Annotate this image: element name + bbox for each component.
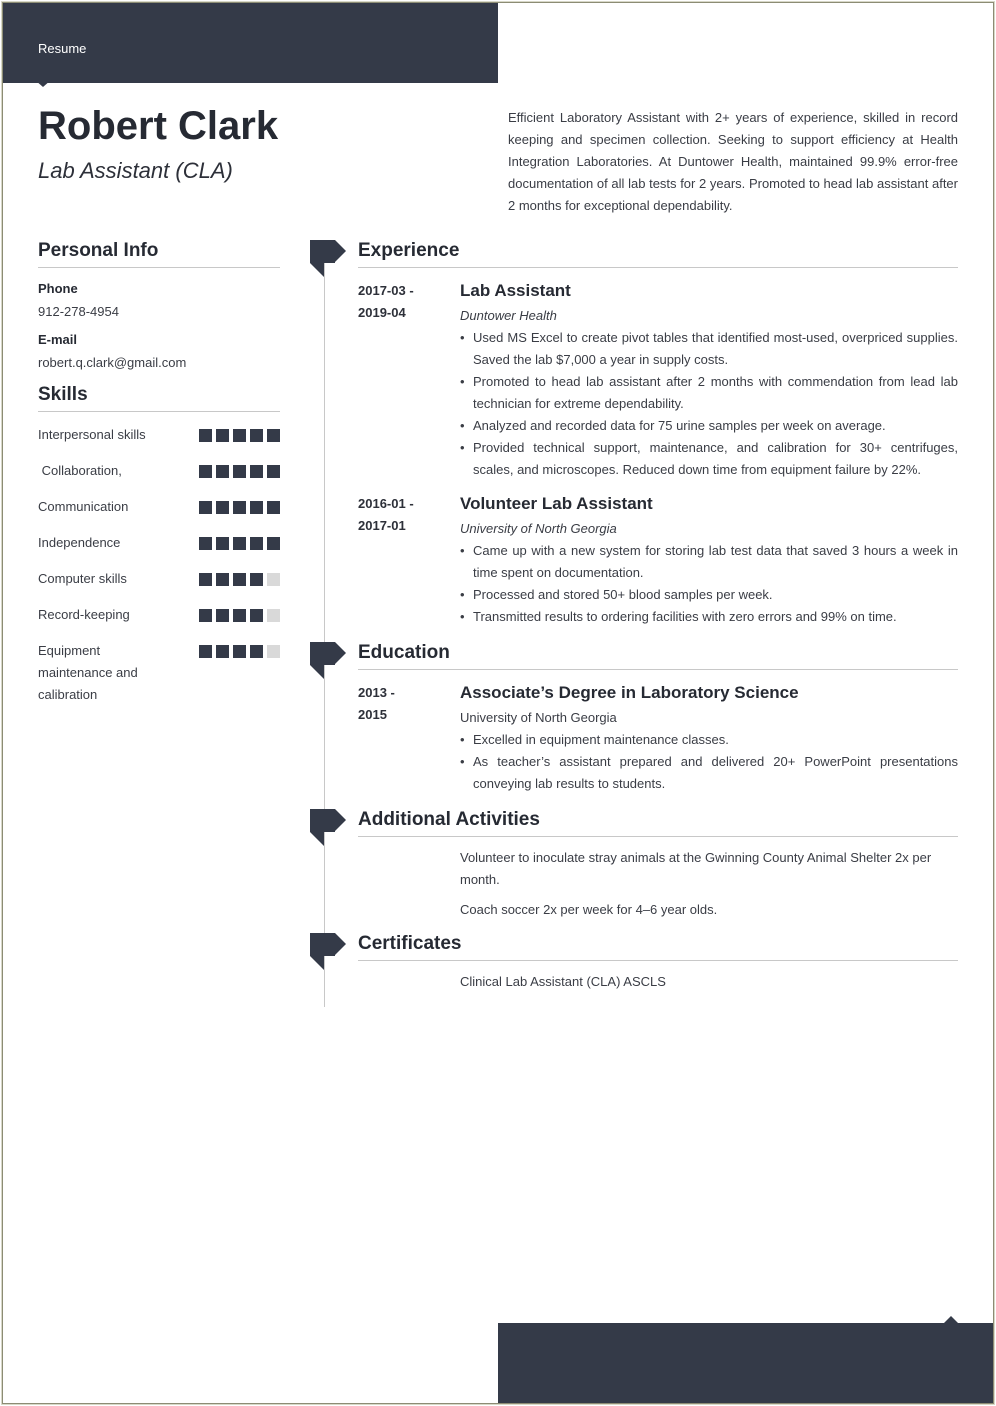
skill-name: Collaboration, xyxy=(38,463,122,478)
rating-filled-square xyxy=(216,609,229,622)
skill-row xyxy=(38,604,280,626)
rating-filled-square xyxy=(250,429,263,442)
email-value: robert.q.clark@gmail.com xyxy=(38,355,187,370)
rating-filled-square xyxy=(267,537,280,550)
rating-empty-square xyxy=(267,573,280,586)
candidate-name: Robert Clark xyxy=(38,104,279,148)
profile-summary: Efficient Laboratory Assistant with 2+ years of experience, skilled in record keeping and specimen collection. Seeking to support efficiency at Health Integration Laboratories. At Duntower Health, maintained 99.9% error-free documentation of all lab tests for 2 years. Promoted to head lab assistant after 2 months for exceptional dependability. xyxy=(508,110,958,213)
skills-heading: Skills xyxy=(38,384,280,412)
experience-entry xyxy=(358,493,958,628)
skill-name: Record-keeping xyxy=(38,607,130,622)
entry-organization: University of North Georgia xyxy=(460,521,617,536)
skill-name: Equipment maintenance and calibration xyxy=(38,643,142,702)
rating-filled-square xyxy=(250,465,263,478)
rating-filled-square xyxy=(216,429,229,442)
rating-filled-square xyxy=(250,537,263,550)
bottom-banner xyxy=(498,1323,993,1403)
section-flag-icon xyxy=(310,240,346,278)
skill-rating xyxy=(199,501,280,514)
skill-name: Independence xyxy=(38,535,121,550)
rating-filled-square xyxy=(250,609,263,622)
list-item: • Processed and stored 50+ blood samples per week. xyxy=(460,584,958,606)
rating-filled-square xyxy=(199,645,212,658)
list-item: • Transmitted results to ordering facilities with zero errors and 99% on time. xyxy=(460,606,958,628)
top-banner-notch xyxy=(35,80,51,87)
entry-date: 2017-03 - 2019-04 xyxy=(358,283,414,320)
experience-heading: Experience xyxy=(358,240,958,268)
left-column xyxy=(38,240,280,720)
skill-rating xyxy=(199,465,280,478)
section-flag-icon xyxy=(310,933,346,971)
top-banner xyxy=(3,3,498,83)
certificate-item: Clinical Lab Assistant (CLA) ASCLS xyxy=(460,974,666,989)
rating-empty-square xyxy=(267,609,280,622)
list-item: • Excelled in equipment maintenance classes. xyxy=(460,729,958,751)
email-label: E-mail xyxy=(38,332,78,347)
skill-list xyxy=(38,424,280,706)
rating-filled-square xyxy=(267,429,280,442)
list-item: • Came up with a new system for storing lab test data that saved 3 hours a week in time spent on documentation. xyxy=(460,540,958,584)
rating-filled-square xyxy=(233,573,246,586)
resume-label: Resume xyxy=(38,41,87,56)
skill-rating xyxy=(199,429,280,442)
skill-row xyxy=(38,532,280,554)
bullet-list xyxy=(460,729,958,795)
experience-section xyxy=(310,240,958,628)
personal-info-heading: Personal Info xyxy=(38,240,280,268)
list-item: • Provided technical support, maintenance, and calibration for 30+ centrifuges, scales, and microscopes. Reduced down time from equipment failure by 22%. xyxy=(460,437,958,481)
list-item: • Promoted to head lab assistant after 2 months with commendation from lead lab technician for extreme dependability. xyxy=(460,371,958,415)
bullet-list xyxy=(460,327,958,481)
rating-filled-square xyxy=(233,645,246,658)
phone-value: 912-278-4954 xyxy=(38,304,119,319)
rating-filled-square xyxy=(267,465,280,478)
activities-heading: Additional Activities xyxy=(358,809,958,837)
education-section xyxy=(310,642,958,795)
skill-rating xyxy=(199,537,280,550)
certificates-heading: Certificates xyxy=(358,933,958,961)
skill-row xyxy=(38,640,280,706)
skill-name: Communication xyxy=(38,499,129,514)
rating-filled-square xyxy=(233,537,246,550)
education-heading: Education xyxy=(358,642,958,670)
rating-filled-square xyxy=(216,465,229,478)
section-flag-icon xyxy=(310,809,346,847)
rating-filled-square xyxy=(216,501,229,514)
right-column xyxy=(310,240,958,993)
entry-title: Associate’s Degree in Laboratory Science xyxy=(460,683,799,702)
rating-filled-square xyxy=(199,573,212,586)
entry-date: 2013 - 2015 xyxy=(358,685,395,722)
list-item: • Used MS Excel to create pivot tables that identified most-used, overpriced supplies. Saved the lab $7,000 a year in supply costs. xyxy=(460,327,958,371)
rating-filled-square xyxy=(199,429,212,442)
rating-filled-square xyxy=(233,609,246,622)
certificates-section xyxy=(310,933,958,993)
entry-date: 2016-01 - 2017-01 xyxy=(358,496,414,533)
rating-filled-square xyxy=(199,609,212,622)
rating-filled-square xyxy=(216,537,229,550)
bottom-banner-notch xyxy=(944,1316,958,1323)
list-item: • Analyzed and recorded data for 75 urine samples per week on average. xyxy=(460,415,958,437)
phone-label: Phone xyxy=(38,281,78,296)
rating-filled-square xyxy=(199,537,212,550)
skill-rating xyxy=(199,609,280,622)
activities-section xyxy=(310,809,958,921)
skill-rating xyxy=(199,645,280,658)
rating-filled-square xyxy=(250,645,263,658)
activity-item: Volunteer to inoculate stray animals at the Gwinning County Animal Shelter 2x per month. xyxy=(460,850,932,887)
activity-item: Coach soccer 2x per week for 4–6 year olds. xyxy=(460,902,718,917)
skill-name: Computer skills xyxy=(38,571,127,586)
skill-row xyxy=(38,424,280,446)
rating-filled-square xyxy=(267,501,280,514)
rating-filled-square xyxy=(233,429,246,442)
skill-row xyxy=(38,496,280,518)
candidate-title: Lab Assistant (CLA) xyxy=(38,158,233,183)
rating-filled-square xyxy=(233,501,246,514)
rating-filled-square xyxy=(199,465,212,478)
entry-title: Lab Assistant xyxy=(460,281,571,300)
rating-filled-square xyxy=(250,573,263,586)
rating-filled-square xyxy=(199,501,212,514)
rating-filled-square xyxy=(233,465,246,478)
section-flag-icon xyxy=(310,642,346,680)
rating-filled-square xyxy=(250,501,263,514)
rating-filled-square xyxy=(216,573,229,586)
rating-empty-square xyxy=(267,645,280,658)
entry-organization: Duntower Health xyxy=(460,308,557,323)
entry-title: Volunteer Lab Assistant xyxy=(460,494,653,513)
skill-row xyxy=(38,460,280,482)
list-item: • As teacher’s assistant prepared and delivered 20+ PowerPoint presentations conveying lab results to students. xyxy=(460,751,958,795)
experience-entry xyxy=(358,280,958,481)
skill-row xyxy=(38,568,280,590)
skill-name: Interpersonal skills xyxy=(38,427,146,442)
education-entry xyxy=(358,682,958,795)
entry-organization: University of North Georgia xyxy=(460,710,617,725)
bullet-list xyxy=(460,540,958,628)
skill-rating xyxy=(199,573,280,586)
rating-filled-square xyxy=(216,645,229,658)
